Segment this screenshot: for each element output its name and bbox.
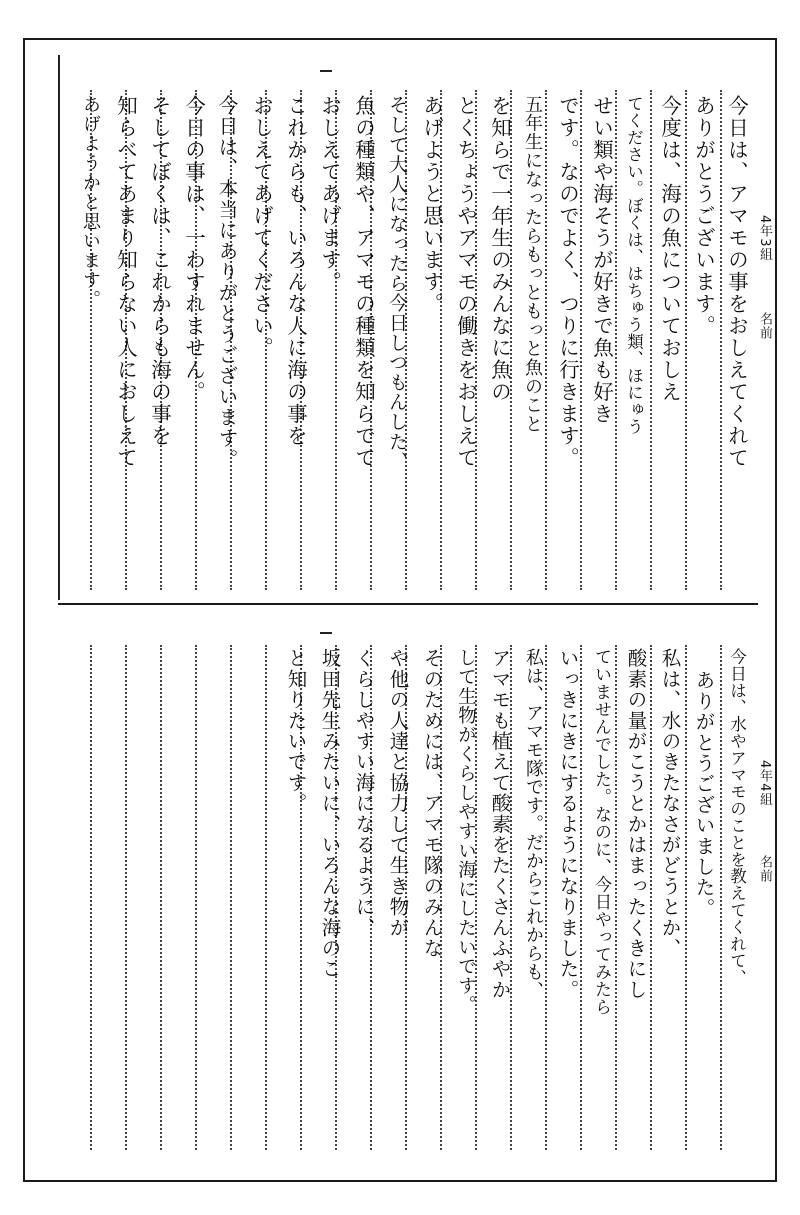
letter-line: あげようと思います。 (419, 95, 444, 315)
name-label: 名前 (757, 312, 772, 340)
ruled-line (545, 90, 547, 590)
left-margin-line (58, 55, 60, 600)
letter-line: くらしやすい海になるように、 (352, 648, 376, 938)
ruled-line (580, 645, 582, 1150)
letter-line: そのためには、アマモ隊のみんな (420, 648, 444, 959)
letter-line: 五年生になったらもっともっと魚のこと (522, 95, 543, 434)
letter-line: や他の人達と協力して生き物が (386, 648, 410, 938)
letter-line: せい類や海そうが好きで魚も好き (589, 95, 614, 425)
letter-line: これからも、いろんな人に海の事を (283, 95, 308, 447)
ruled-line (580, 90, 582, 590)
letter-line: 酸素の量がこうとかはまったくきにし (624, 648, 648, 1000)
ruled-line (615, 90, 617, 590)
letter-line: を知らで一年生のみんなに魚の (487, 95, 512, 403)
letter-line: ていませんでした。なのに、今日やってみたら (591, 648, 611, 1016)
ruled-line (720, 90, 722, 590)
ruled-line (160, 645, 162, 1150)
class-label: 4年4組 (757, 760, 772, 807)
letter-line: 今日の事は、一わすれません。 (181, 95, 206, 403)
ruled-line (720, 645, 722, 1150)
margin-tick (320, 632, 332, 634)
margin-tick (320, 70, 332, 72)
letter-line: 今日は、アマモの事をおしえてくれて (724, 95, 749, 469)
class-label: 4年3組 (757, 215, 772, 262)
letter-line: です。なのでよく、つりに行きます。 (555, 95, 580, 469)
letter-line: アマモも植えて酸素をたくさんふやか (488, 648, 512, 1000)
ruled-line (265, 645, 267, 1150)
ruled-line (230, 645, 232, 1150)
letter-line: 今日は、本当にありがとうございます。 (215, 95, 239, 470)
letter-line: ありがとうございます。 (691, 95, 716, 337)
ruled-line (545, 645, 547, 1150)
letter-line: とくちょうやアマモの働きをおしえて (453, 95, 478, 469)
ruled-line (685, 90, 687, 590)
letter-line: いっきにきにするようになりました。 (556, 648, 580, 1000)
ruled-line (615, 645, 617, 1150)
letter-line: と知りたいです。 (284, 648, 308, 814)
letter-line: 知らべてあまり知らない人におしえて (113, 95, 138, 469)
ruled-line (650, 645, 652, 1150)
letter-line: 私は、アマモ隊です。だからこれからも、 (523, 648, 544, 1000)
letter-line: して生物がくらしやすい海にしたいです。 (455, 648, 477, 1015)
letter-line: そして大人になったら今日しつもんした、 (386, 95, 408, 472)
ruled-line (125, 645, 127, 1150)
letter-line: 私は、水のきたなさがどうとか、 (658, 648, 682, 959)
ruled-line (685, 645, 687, 1150)
letter-line: あげようかと思います。 (80, 95, 101, 310)
letter-line: 魚の種類や、アマモの種類を知らでて (351, 95, 376, 469)
letter-line: 今日は、水やアマモのことを教えてくれて、 (727, 648, 747, 986)
ruled-line (195, 645, 197, 1150)
letter-line: 今度は、海の魚についておしえ (657, 95, 682, 403)
letter-line: 坂田先生みたいに、いろんな海のこ (318, 648, 342, 980)
ruled-line (650, 90, 652, 590)
letter-line: ありがとうございました。 (692, 670, 716, 919)
letter-line: そしてぼくは、これからも海の事を (147, 95, 172, 447)
letter-line: おしえてあげます。 (317, 95, 342, 293)
letter-line: てください。ぼくは、はちゅう類、ほにゅう (624, 95, 644, 435)
section-divider (58, 603, 758, 605)
ruled-line (90, 645, 92, 1150)
name-label: 名前 (757, 855, 772, 883)
letter-line: おしえてあげてください。 (249, 95, 274, 359)
